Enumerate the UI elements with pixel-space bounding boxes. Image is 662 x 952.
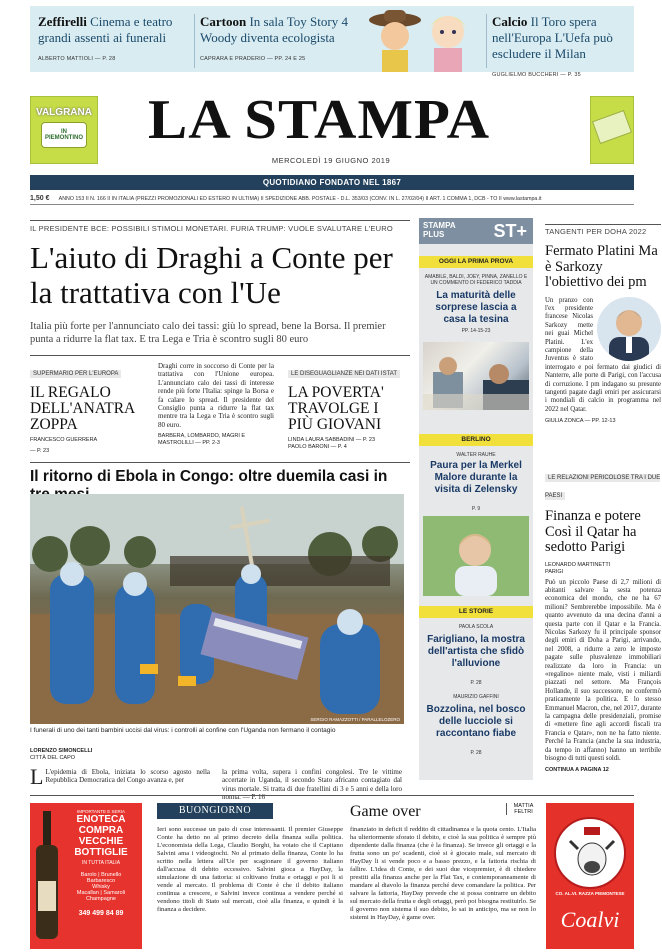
founded-bar: QUOTIDIANO FONDATO NEL 1867	[30, 175, 634, 190]
ad-line: VECCHIE	[78, 836, 124, 847]
ad-line: BOTTIGLIE	[74, 847, 128, 858]
ad-phone[interactable]: 349 499 84 89	[78, 910, 124, 917]
coalvi-logo	[554, 817, 626, 889]
story-byline: LEONARDO MARTINETTI	[545, 561, 611, 568]
plus-headline-bozzolina[interactable]: Bozzolina, nel bosco delle lucciole si raccontano fiabe	[426, 704, 526, 739]
teaser-keyword: Calcio	[492, 14, 528, 29]
teaser-text: In sala Toy Story 4 Woody diventa ecologista	[200, 14, 348, 45]
page-ref: P. 9	[471, 506, 481, 512]
divider	[486, 14, 487, 68]
divider	[30, 220, 410, 221]
continued-link[interactable]: CONTINUA A PAGINA 12	[545, 767, 609, 774]
ad-brand: VALGRANA	[36, 107, 92, 118]
teaser-cartoon[interactable]	[200, 14, 350, 67]
story-body: Un pranzo con l'ex presidente francese Nicolas Sarkozy mette nei guai Michel Platini. L'ex campione della Juventus è stato interrogato e poi fermato dai giudici di Nanterre, alle porte di Parigi, con l'accusa di corruzione. I pm indagano su presunte tangenti pagate dagli emiri per assicurarsi i mondiali di calcio in programma nel 2022 nel Qatar.	[545, 296, 661, 413]
lead-headline[interactable]: L'aiuto di Draghi a Conte per la trattativa con l'Ue	[30, 240, 393, 310]
story-byline-2: PAOLO BARONI — P. 4	[288, 444, 347, 450]
story-body: Draghi corre in soccorso di Conte per la trattativa con l'Unione europea. L'annunciato calo dei tassi di interesse rende più forte l'Italia: spinge la Borsa e fa calare lo spread. Il presidente del Consiglio punta a ridurre la flat tax mentre tra la Lega e Tria è scontro sugli 80 euro.	[158, 362, 274, 429]
teaser-byline: GUGLIELMO BUCCHERI — P. 35	[492, 72, 581, 78]
story-headline: Fermato Platini Ma è Sarkozy l'obiettivo dei pm	[545, 243, 658, 290]
enoteca-ad[interactable]	[30, 803, 142, 949]
divider	[30, 355, 410, 356]
story-byline: GIULIA ZONCA — PP. 12-13	[545, 418, 616, 425]
story-kicker: TANGENTI PER DOHA 2022	[545, 224, 661, 236]
valgrana-ad[interactable]	[30, 96, 98, 164]
lead-kicker: IL PRESIDENTE BCE: POSSIBILI STIMOLI MONETARI. FURIA TRUMP: VUOLE SVALUTARE L'EURO	[30, 224, 393, 233]
merkel-photo[interactable]	[423, 516, 529, 596]
story-body: Può un piccolo Paese di 2,7 milioni di abitanti salvare la sesta potenza economica del mondo, che ne ha 67 milioni? Sembrerebbe impossibile. Ma è quanto avvenuto da una decina d'anni a questa parte con il Qatar e la Francia. Nicolas Sarkozy fu il principale sponsor degli emiri di Doha a Parigi, arrivando, nel 2008, a ridurre a zero le imposte pagate sulle plusvalenze immobiliari realizzate da loro in Francia: un «regalino» niente male, visti i miliardi piazzati nel settore. Ma François Hollande, il suo successore, ne confermò praticamente la politica. E lo stesso Emmanuel Macron, che, nel 2017, durante la campagna delle presidenziali, promise di «mettere fine agli accordi fiscali tra Francia e Qatar», non ne ha fatto niente. Perché la Francia (anche la sua industria, da tempo in affanno) hanno un terribile bisogno di tutti questi soldi.	[545, 578, 661, 763]
photo-caption: I funerali di uno dei tanti bambini uccisi dal virus: i controlli al confine con l'Uganda non fermano il contagio	[30, 727, 336, 734]
game-over-column: finanziato in deficit il reddito di cittadinanza e la quota cento. L'Italia ha ulteriormente sforato il debito, e cioè la sua politica è sempre più dipendente dalla finanza (che è la finanza). Se invece gli ortaggi e la frutta sono un po' scadenti, cioè si è giocato male, sul mercato di HayDay li si vende poco e a basso prezzo, e la fattoria rischia di fallire. L'idea di Conte, e dei suoi due vicepremier, è di chiedere prestiti alla finanza anche per la Flat Tax, e contemporaneamente di mandare al diavolo la finanza perché deve comandare la politica. Per salvare la fattoria, HayDay prevede che si possa contrarre un debito sul mercato della frutta e degli ortaggi, però poi bisogna restituirlo. Se il governo non sistema il suo debito, lo sai in anticipo, ma se non lo sistemi in HayDay, è game over.	[350, 826, 536, 921]
section-tag: LE DISEGUAGLIANZE NEI DATI ISTAT	[288, 370, 400, 378]
section-bar: OGGI LA PRIMA PROVA	[419, 256, 533, 268]
story-poverta[interactable]	[288, 362, 406, 451]
stampa-plus-column	[419, 218, 533, 780]
teaser-calcio[interactable]	[492, 14, 632, 83]
ad-line: Champagne	[86, 896, 116, 902]
teaser-band	[30, 6, 634, 78]
ebola-article[interactable]	[30, 744, 410, 802]
teaser-byline: ALBERTO MATTIOLI — P. 28	[38, 56, 116, 62]
page-ref: P. 28	[470, 680, 482, 686]
divider	[194, 14, 195, 68]
story-byline: FRANCESCO GUERRERA	[30, 437, 98, 443]
page-ref: — P. 23	[30, 448, 50, 454]
ebola-funeral-photo[interactable]	[30, 494, 404, 724]
dateline-place: PARIGI	[545, 568, 564, 575]
author: LORENZO SIMONCELLI	[30, 748, 93, 754]
plus-byline: AMABILE, BALDI, JOEY, PINNA, ZANELLO E UN COMMENTO DI FEDERICO TADDIA	[424, 274, 528, 286]
game-over-title[interactable]: Game over	[350, 803, 421, 820]
story-anatra[interactable]	[30, 362, 142, 455]
teaser-keyword: Zeffirelli	[38, 14, 87, 29]
coalvi-ad[interactable]	[546, 803, 634, 949]
teaser-text: Cinema e teatro grandi assenti ai funerali	[38, 14, 173, 45]
ad-line: COMPRA	[78, 825, 124, 836]
ad-line: Macallan | Samaroli	[76, 890, 126, 896]
story-byline: LINDA LAURA SABBADINI — P. 23	[288, 437, 376, 443]
story-byline: BARBERA, LOMBARDO, MAGRI E MASTROLILLI — PP. 2-3	[158, 433, 246, 447]
buongiorno-header: BUONGIORNO	[157, 803, 273, 819]
divider	[30, 795, 634, 796]
page-ref: PP. 14-15-23	[461, 328, 491, 334]
plus-logo: ST+	[493, 221, 527, 241]
stampa-plus-header[interactable]	[419, 218, 533, 244]
section-bar: LE STORIE	[419, 606, 533, 618]
ad-line: Whisky	[92, 884, 110, 890]
platini-story[interactable]	[545, 224, 661, 425]
right-corner-ad[interactable]	[590, 96, 634, 164]
divider	[30, 462, 410, 463]
platini-photo[interactable]	[597, 297, 661, 361]
teaser-keyword: Cartoon	[200, 14, 247, 29]
ad-line: IN TUTTA ITALIA	[81, 860, 121, 866]
teaser-byline: CAPRARA E PRADERIO — PP. 24 E 25	[200, 56, 306, 62]
masthead-logo[interactable]: LA STAMPA	[148, 89, 491, 151]
plus-brand: STAMPA PLUS	[423, 221, 456, 239]
wine-bottle-image	[34, 811, 60, 941]
plus-headline-farigliano[interactable]: Farigliano, la mostra dell'artista che sfidò l'alluvione	[427, 634, 525, 669]
plus-headline-merkel[interactable]: Paura per la Merkel Malore durante la visita di Zelensky	[430, 460, 522, 495]
qatar-story[interactable]	[545, 466, 661, 774]
article-body-2: la prima volta, supera i confini congolesi. Tre le vittime accertate in Uganda, il secondo Stato africano contagiato dal virus mortale. Si tratta di due fratellini di 3 e 5 anni e della loro nonna. — P. 16	[222, 768, 402, 802]
product-image	[592, 110, 632, 144]
buongiorno-column[interactable]: Ieri sono successe un paio di cose interessanti. Il premier Giuseppe Conte ha detto no al primo decreto della finanza sulla politica. L'economista della Lega, Claudio Borghi, ha votato che il Capitano Salvini ama i videogiochi. No al primato della finanza, Conte lo ha scritto nella lettera all'Ue per scagionare il governo italiano dall'accusa di debito eccessivo. Salvini gioca a HayDay, la simulazione di una fattoria: si coltivano frutta e ortaggi e poi li si vende al mercato. Il problema di Conte è che il debito italiano continua a crescere, e Salvini invece continua a vendere perché si vendono titoli di Stato sul mercati, cioè alla finanza, e quindi è la finanza a decidere.	[157, 826, 343, 913]
section-bar: BERLINO	[419, 434, 533, 446]
ad-tagline: CO. AL.VI. RAZZA PIEMONTESE	[555, 891, 625, 896]
story-headline: IL REGALO DELL'ANATRA ZOPPA	[30, 384, 135, 433]
issue-date: MERCOLEDÌ 19 GIUGNO 2019	[271, 156, 391, 165]
section-tag: LE RELAZIONI PERICOLOSE TRA I DUE PAESI	[545, 475, 661, 499]
story-headline: LA POVERTA' TRAVOLGE I PIÙ GIOVANI	[288, 384, 384, 433]
ad-line: IMPORTANTE E SERIA	[76, 809, 126, 814]
lead-summary: Italia più forte per l'annunciato calo dei tassi: giù lo spread, bene la Borsa. Il premier punta a ridurre la flat tax. E tra Lega e Tria è scontro sugli 80 euro	[30, 321, 386, 345]
section-tag: SUPERMARIO PER L'EUROPA	[30, 370, 121, 378]
ad-line: Barolo | Brunello	[80, 872, 122, 878]
ad-label: IN PIEMONTINO	[41, 122, 87, 148]
ad-line: Barbaresco	[86, 878, 116, 884]
publication-info: ANNO 153 II N. 166 II IN ITALIA (PREZZI PROMOZIONALI ED ESTERO IN ULTIMA) II SPEDIZIONE ABB. POSTALE - D.L. 353/03 (CONV. IN L. 27/02/04) II ART. 1 COMMA 1, DCB - TO II www.lastampa.it	[58, 196, 542, 202]
article-body-1: L L'epidemia di Ebola, iniziata lo scorso agosto nella Repubblica Democratica del Congo avanza e, per	[30, 764, 210, 789]
column-author: MATTIA FELTRI	[506, 803, 538, 815]
ad-brand: Coalvi	[560, 907, 620, 932]
ebola-headline[interactable]: Il ritorno di Ebola in Congo: oltre duemila casi in	[30, 468, 388, 485]
plus-byline: PAOLA SCOLA	[458, 624, 494, 630]
page-ref: P. 28	[470, 750, 482, 756]
plus-headline-maturita[interactable]: La maturità delle sorprese lascia a casa la tesina	[435, 290, 517, 325]
ad-line: ENOTECA	[76, 814, 126, 825]
dateline-place: CITTÀ DEL CAPO	[30, 755, 76, 761]
plus-byline: WALTER RAUHE	[456, 452, 496, 458]
photo-credit: SERGIO RAMAZZOTTI / PARALLELOZERO	[310, 717, 400, 722]
story-draghi-body[interactable]	[158, 362, 274, 447]
exam-photo[interactable]	[423, 342, 529, 410]
story-headline: Finanza e potere Così il Qatar ha sedotto Parigi	[545, 508, 641, 555]
plus-byline: MAURIZIO GAFFINI	[453, 694, 499, 700]
price: 1,50 €	[30, 195, 50, 202]
toy-story-image	[350, 6, 486, 72]
info-bar	[30, 193, 634, 205]
teaser-zeffirelli[interactable]	[38, 14, 188, 67]
teaser-text: Il Toro spera nell'Europa L'Uefa può escludere il Milan	[492, 14, 613, 61]
